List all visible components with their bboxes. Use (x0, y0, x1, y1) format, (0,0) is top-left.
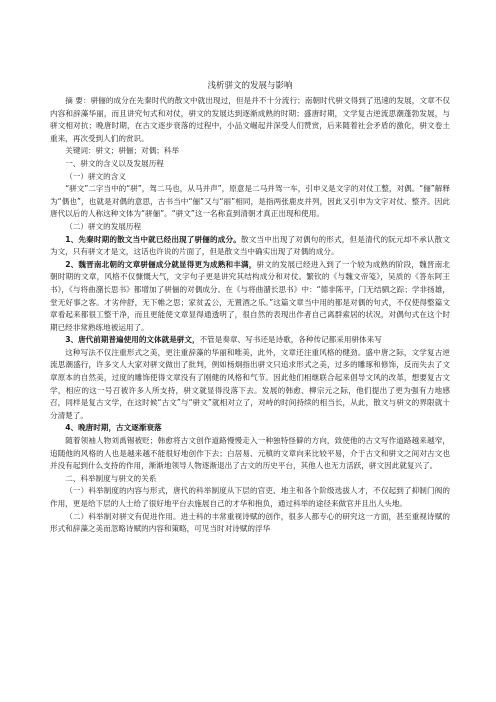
item2-label: 2、魏晋南北朝的文章骈俪成分就显得更为成熟和丰满， (65, 259, 257, 269)
item1-text: 散文当中出现了对偶句的形式，但是清代的阮元却不承认散文为文，只有骈文才是文，这话也许说的片面了，但是散文当中确实出现了对偶的成分。 (50, 234, 450, 257)
document-title: 浅析骈文的发展与影响 (207, 81, 293, 91)
section2-subsection1-paragraph: （一）科举制度的内容与形式，唐代的科举制度从下层的官吏、地主和各个阶级选拔人才，不仅起到了抑制门阀的作用，更是给下层的人士给了很好地平台去施展自己的才华和抱负，通过科举的途径来做官并且出人头地。 (50, 486, 450, 508)
item3-text: 不管是奏章、写书还是诗歌，各种传记都采用骈体来写 (199, 335, 382, 345)
item4-label: 4、晚唐时期，古文逐渐衰落 (65, 423, 162, 433)
paragraph-after-item3: 这种写法不仅注重形式之美，更注重辞藻的华丽和唯美，此外，文章还注重风格的健劲。盛中唐之际，文学复古逆流思潮盛行，许多文人大家对骈文做出了批判，例如杨炯指出骈文只追求形式之美，过多的雕琢和修饰，反而失去了文章原本的自然美，过度的雕饰使得文章没有了刚健的风格和气节。因此他们相继联合起来倡导文风的改革，想要复古文学，相应的这一号召被许多人所支持，骈文就显得没落下去。发展的韩愈、柳宗元之际，他们提出了更为强有力地感召，同样是复古文学，在这时候“古文”与“骈文”就相对立了，对峙的时间持续的相当长，从此，散文与骈文的界限就十分清楚了。 (50, 347, 450, 420)
item3-label: 3、唐代前期普遍使用的文体就是骈文， (65, 335, 200, 345)
item3-paragraph (50, 334, 450, 347)
subsection1-paragraph: “骈文”二字当中的“骈”，驾二马也，从马并声”，原意是二马并驾一车，引申义是文字的对仗工整，对偶。“俪”解释为“偶也”，也就是对偶的意思，古书当中“俪”又与“丽”相同，是指两张鹿皮并列，因此又引申为文字对仗、整齐。因此唐代以后的人称这种文体为“骈俪”。“骈文”这一名称直到清朝才真正出现和使用。 (50, 184, 450, 219)
abstract-paragraph: 摘 要：骈俪的成分在先秦时代的散文中就出现过，但是并不十分流行；南朝时代骈文得到了迅速的发展，文章不仅内容和辞藻华丽，而且讲究句式和对仗，骈文的发展达到逐渐成熟的时期；盛唐时期，文学复古逆流思潮蓬勃发展，与骈文相对抗；晚唐时期，在古文逐步衰落的过程中，小品文崛起并深受人们赞赏，后来随着社会矛盾的激化，骈文卷土重来，再次受到人们的赏识。 (50, 96, 450, 143)
item2-text: 骈文的发展已经进入到了一个较为成熟的阶段，魏晋南北朝时期的文章，风格不仅慷慨大气，文字句子更是讲究其结构成分和对仗。繁钦的《与魏文帝笺》，吴质的《答东阿王书》，《与将曲潴长思书》都增加了骈俪的对偶成分。在《与将曲潴长思书》中：“德非陈平，门无结驷之踪；学非扬雄，堂无好事之客。才劣仲舒，无下帷之思；家贫孟公，无置酒之乐。”这篇文章当中用的都是对偶的句式，不仅使得整篇文章看起来都很工整干净，而且更能使文章显得通透明了，很自然的表现出作者自己离群索居的状况，对偶句式在这个时期已经非常熟练地被运用了。 (50, 259, 450, 332)
subsection2-heading: （二）骈文的发展历程 (65, 221, 142, 231)
item2-paragraph (50, 259, 450, 335)
item4-text: 随着领袖人物刘禹锡被贬；韩愈将古文创作道路慢慢走入一种独特怪僻的方向，致使他的古文写作道路越来越窄，追随他的风格的人也是越来越不能很好地创作下去；白居易、元稹的文章向来比较平易，介于古文和骈文之间对古文也并没有起到什么支持的作用，渐渐地领导人物逐渐退出了古文的历史平台，其他人也无力活跃，骈文因此就复兴了。 (50, 436, 450, 471)
subsection1-heading: （一）骈文的含义 (65, 171, 126, 181)
item1-paragraph (50, 234, 450, 259)
document-page (50, 80, 450, 702)
keywords-line: 关键词：骈文；骈俪；对偶；科举 (65, 146, 180, 156)
item1-label: 1、先秦时期的散文当中就已经出现了骈俪的成分。 (65, 234, 242, 244)
item4-paragraph (50, 422, 450, 435)
section2-heading: 二、科举制度与骈文的关系 (65, 473, 157, 483)
section2-subsection2-paragraph: （二）科举制对骈文有促进作用。进士科的丰常重视诗赋的创作，很多人都专心的研究这一方面，甚至重视诗赋的形式和辞藻之美而忽略诗赋的内容和策略，可见当时对诗赋的浮华 (50, 511, 450, 534)
section1-heading: 一、骈文的含义以及发展历程 (65, 158, 164, 168)
